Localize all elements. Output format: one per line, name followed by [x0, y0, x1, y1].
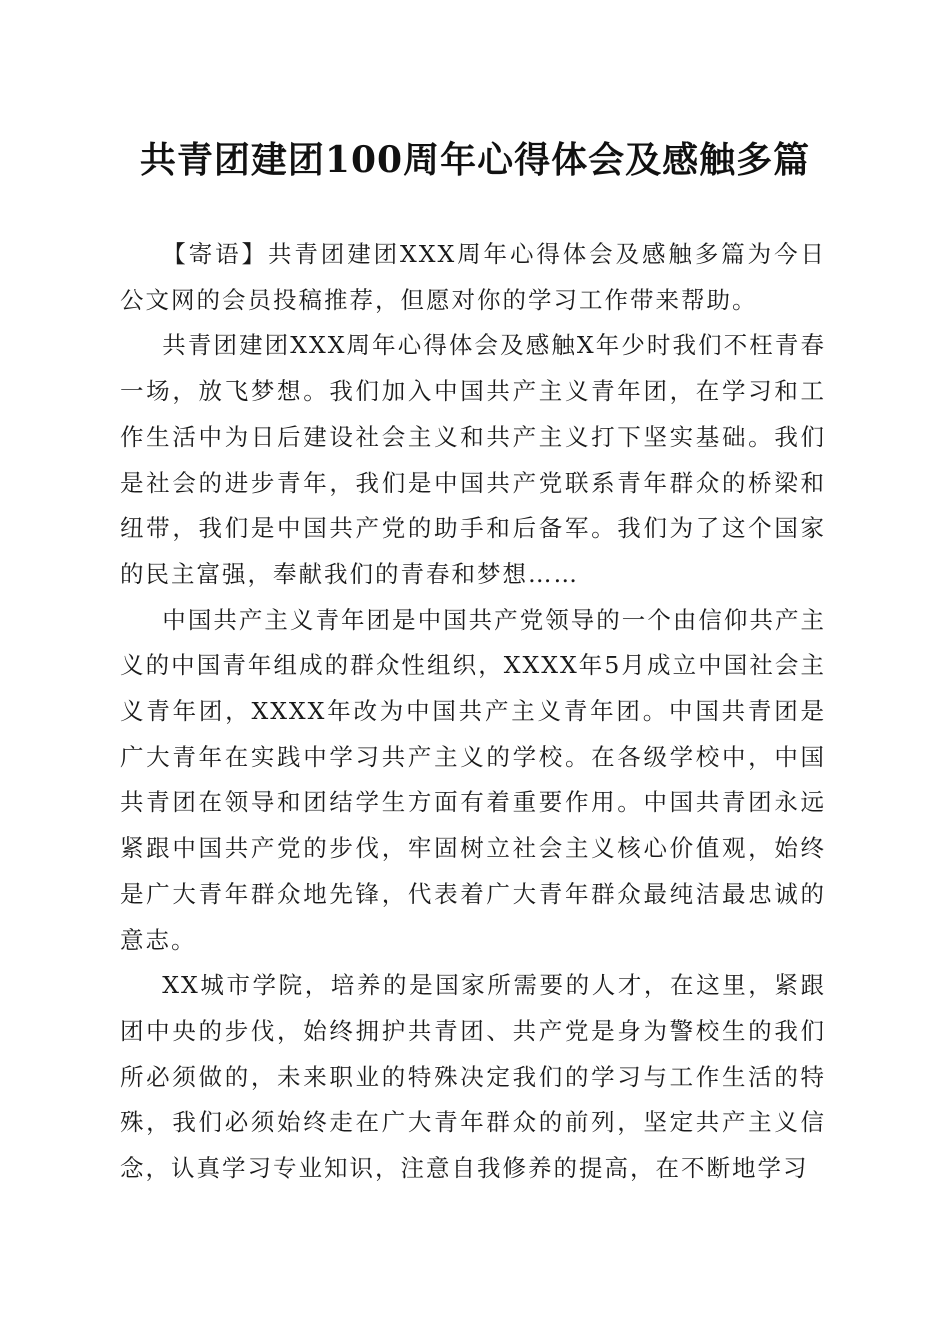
paragraph-2: 中国共产主义青年团是中国共产党领导的一个由信仰共产主义的中国青年组成的群众性组织，XXXX年5月成立中国社会主义青年团，XXXX年改为中国共产主义青年团。中国共青团是广大青年在实践中学习共产主义的学校。在各级学校中，中国共青团在领导和团结学生方面有着重要作用。中国共青团永远紧跟中国共产党的步伐，牢固树立社会主义核心价值观，始终是广大青年群众地先锋，代表着广大青年群众最纯洁最忠诚的意志。 — [120, 605, 826, 954]
document-body — [120, 232, 826, 1192]
paragraph-3: XX城市学院，培养的是国家所需要的人才，在这里，紧跟团中央的步伐，始终拥护共青团、共产党是身为警校生的我们所必须做的，未来职业的特殊决定我们的学习与工作生活的特殊，我们必须始终走在广大青年群众的前列，坚定共产主义信念，认真学习专业知识，注意自我修养的提高，在不断地学习 — [120, 971, 826, 1183]
document-title: 共青团建团100周年心得体会及感触多篇 — [139, 139, 811, 181]
paragraph-foreword: 【寄语】共青团建团XXX周年心得体会及感触多篇为今日公文网的会员投稿推荐，但愿对你的学习工作带来帮助。 — [120, 240, 826, 314]
paragraph-1: 共青团建团XXX周年心得体会及感触X年少时我们不枉青春一场，放飞梦想。我们加入中国共产主义青年团，在学习和工作生活中为日后建设社会主义和共产主义打下坚实基础。我们是社会的进步青年，我们是中国共产党联系青年群众的桥梁和纽带，我们是中国共产党的助手和后备军。我们为了这个国家的民主富强，奉献我们的青春和梦想…… — [120, 331, 826, 588]
